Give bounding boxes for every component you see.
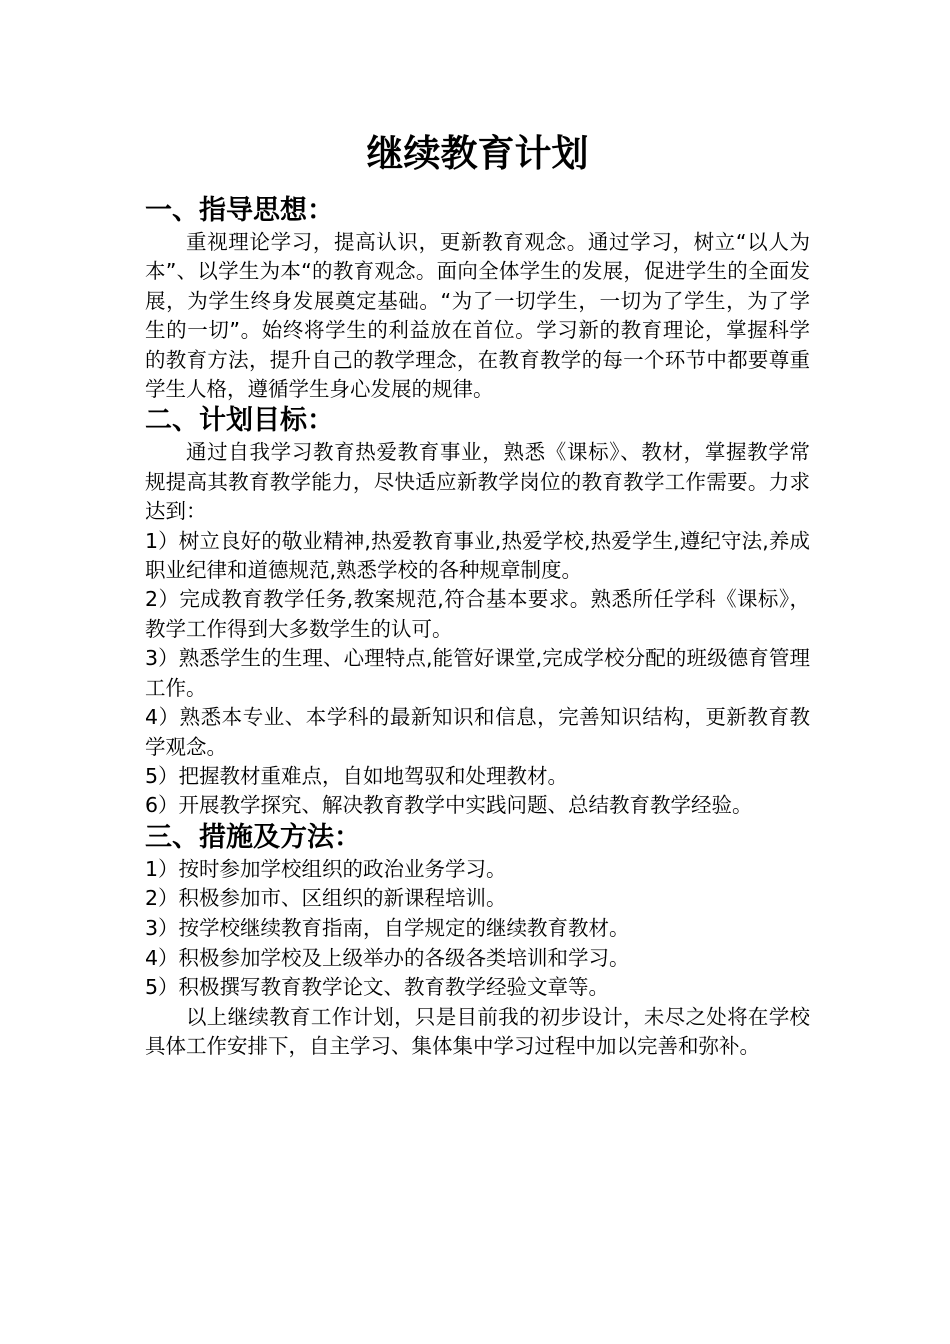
list-item: 5）积极撰写教育教学论文、教育教学经验文章等。: [145, 975, 610, 1000]
list-item: 3）熟悉学生的生理、心理特点,能管好课堂,完成学校分配的班级德育管理工作。: [145, 646, 810, 700]
document-title: 继续教育计划: [366, 132, 589, 175]
section-heading-plan-goals: 二、计划目标：: [145, 405, 334, 437]
closing-paragraph: 以上继续教育工作计划，只是目前我的初步设计，未尽之处将在学校具体工作安排下，自主学习、集体集中学习过程中加以完善和弥补。: [145, 1004, 810, 1059]
document-page: [145, 126, 810, 1062]
guiding-ideology-paragraph: 重视理论学习，提高认识，更新教育观念。通过学习，树立“以人为本”、以学生为本“的教育观念。面向全体学生的发展，促进学生的全面发展，为学生终身发展奠定基础。“为了一切学生，一切为了学生，为了学生的一切”。始终将学生的利益放在首位。学习新的教育理论，掌握科学的教育方法，提升自己的教学理念，在教育教学的每一个环节中都要尊重学生人格，遵循学生身心发展的规律。: [145, 230, 810, 402]
list-item: 4）熟悉本专业、本学科的最新知识和信息，完善知识结构，更新教育教学观念。: [145, 705, 810, 759]
list-item: 4）积极参加学校及上级举办的各级各类培训和学习。: [145, 945, 630, 970]
plan-goals-list: [145, 527, 810, 821]
list-item: 2）完成教育教学任务,教案规范,符合基本要求。熟悉所任学科《课标》，教学工作得到大多数学生的认可。: [145, 587, 810, 641]
list-item: 5）把握教材重难点，自如地驾驭和处理教材。: [145, 763, 569, 788]
section-heading-measures-methods: 三、措施及方法：: [145, 821, 361, 853]
list-item: 3）按学校继续教育指南，自学规定的继续教育教材。: [145, 915, 630, 940]
list-item: 1）按时参加学校组织的政治业务学习。: [145, 856, 507, 881]
list-item: 6）开展教学探究、解决教育教学中实践问题、总结教育教学经验。: [145, 793, 753, 818]
list-item: 2）积极参加市、区组织的新课程培训。: [145, 886, 507, 911]
measures-methods-list: [145, 855, 810, 1003]
list-item: 1）树立良好的敬业精神,热爱教育事业,热爱学校,热爱学生,遵纪守法,养成职业纪律和道德规范,熟悉学校的各种规章制度。: [145, 528, 810, 583]
plan-goals-paragraph: 通过自我学习教育热爱教育事业，熟悉《课标》、教材，掌握教学常规提高其教育教学能力，尽快适应新教学岗位的教育教学工作需要。力求达到：: [145, 440, 810, 524]
section-heading-guiding-ideology: 一、指导思想：: [145, 195, 334, 226]
